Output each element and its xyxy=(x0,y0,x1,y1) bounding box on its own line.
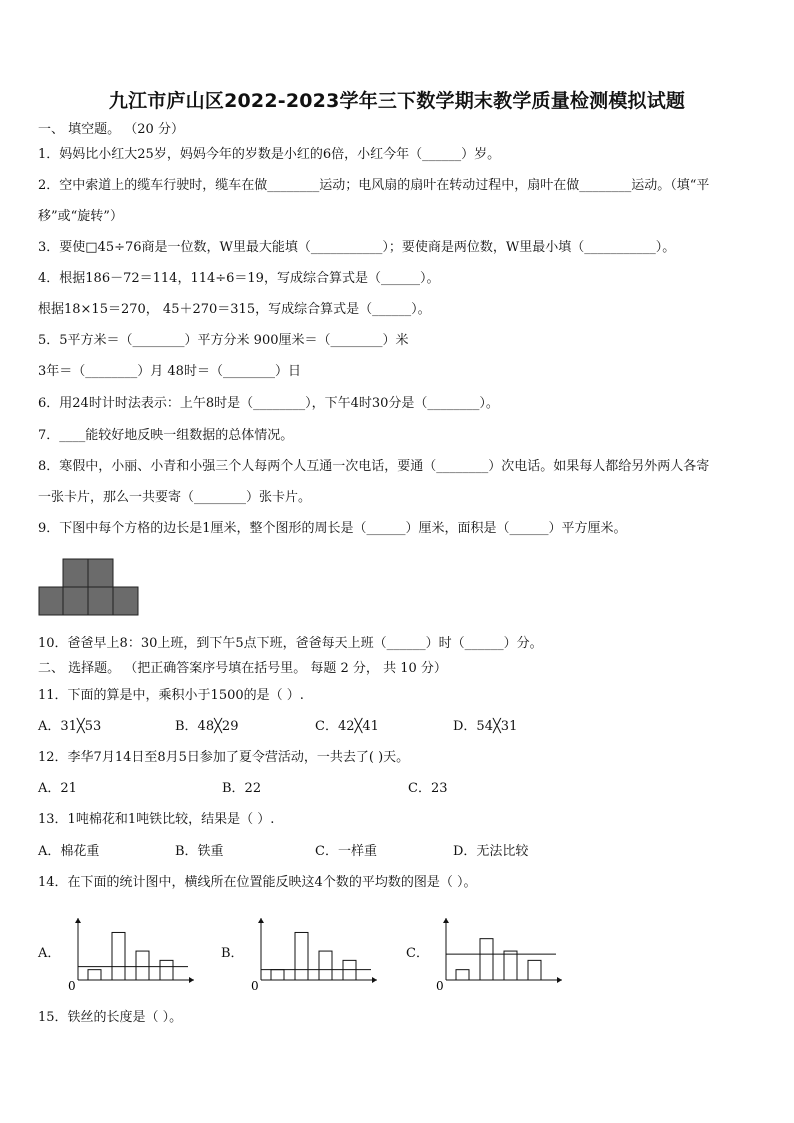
q12-option-b[interactable]: B．22 xyxy=(222,781,262,796)
chart-bar xyxy=(112,932,125,980)
section-heading-fill-in: 一、 填空题。 （20 分） xyxy=(38,122,184,137)
chart-bar xyxy=(504,951,517,980)
question-4-line-1: 4．根据186－72＝114，114÷6＝19，写成综合算式是（______）。 xyxy=(38,271,440,286)
origin-label: 0 xyxy=(436,979,444,992)
chart-b-svg xyxy=(249,912,379,992)
q14-option-b[interactable]: B． xyxy=(221,946,244,961)
chart-bar xyxy=(343,960,356,980)
question-13: 13．1吨棉花和1吨铁比较，结果是（ ）. xyxy=(38,812,275,827)
origin-label: 0 xyxy=(68,979,76,992)
grid-square xyxy=(88,587,113,615)
question-12: 12．李华7月14日至8月5日参加了夏令营活动，一共去了( )天。 xyxy=(38,750,410,765)
grid-square xyxy=(113,587,138,615)
chart-bar xyxy=(88,970,101,980)
chart-c xyxy=(434,912,564,992)
page-title: 九江市庐山区2022-2023学年三下数学期末教学质量检测模拟试题 xyxy=(108,90,686,112)
x-axis-arrow xyxy=(372,977,377,983)
question-1: 1．妈妈比小红大25岁，妈妈今年的岁数是小红的6倍，小红今年（______）岁。 xyxy=(38,147,501,162)
question-5-line-1: 5．5平方米＝（________）平方分米 900厘米＝（________）米 xyxy=(38,333,409,348)
q11-option-a[interactable]: A．31╳53 xyxy=(38,719,102,734)
question-4-line-2: 根据18×15＝270， 45＋270＝315，写成综合算式是（______）。 xyxy=(38,302,431,317)
q13-option-a[interactable]: A．棉花重 xyxy=(38,844,100,859)
grid-square xyxy=(39,587,63,615)
question-2-line-1: 2．空中索道上的缆车行驶时，缆车在做________运动；电风扇的扇叶在转动过程中，扇叶在做________运动。（填“平 xyxy=(38,178,710,193)
chart-b xyxy=(249,912,379,992)
q14-option-a[interactable]: A． xyxy=(38,946,61,961)
question-11: 11．下面的算是中，乘积小于1500的是（ ）. xyxy=(38,688,304,703)
grid-figure xyxy=(38,558,140,616)
x-axis-arrow xyxy=(189,977,194,983)
q13-option-d[interactable]: D．无法比较 xyxy=(453,844,529,859)
chart-bar xyxy=(528,960,541,980)
question-9: 9．下图中每个方格的边长是1厘米，整个图形的周长是（______）厘米，面积是（______）平方厘米。 xyxy=(38,521,627,536)
question-8-line-2: 一张卡片，那么一共要寄（________）张卡片。 xyxy=(38,490,312,505)
chart-a xyxy=(66,912,196,992)
q13-option-b[interactable]: B．铁重 xyxy=(175,844,224,859)
chart-bar xyxy=(480,939,493,980)
q12-option-c[interactable]: C．23 xyxy=(408,781,448,796)
y-axis-arrow xyxy=(75,918,81,923)
question-15: 15．铁丝的长度是（ ）。 xyxy=(38,1010,183,1025)
question-10: 10．爸爸早上8：30上班，到下午5点下班，爸爸每天上班（______）时（______）分。 xyxy=(38,636,543,651)
y-axis-arrow xyxy=(258,918,264,923)
chart-bar xyxy=(295,932,308,980)
question-2-line-2: 移”或“旋转”） xyxy=(38,209,123,224)
grid-square xyxy=(63,587,88,615)
q12-option-a[interactable]: A．21 xyxy=(38,781,77,796)
q11-option-b[interactable]: B．48╳29 xyxy=(175,719,239,734)
question-3: 3．要使□45÷76商是一位数，W里最大能填（___________）；要使商是两位数，W里最小填（___________）。 xyxy=(38,240,676,255)
q11-option-d[interactable]: D．54╳31 xyxy=(453,719,518,734)
chart-bar xyxy=(136,951,149,980)
section-heading-choice: 二、 选择题。 （把正确答案序号填在括号里。 每题 2 分， 共 10 分） xyxy=(38,661,447,676)
q13-option-c[interactable]: C．一样重 xyxy=(315,844,377,859)
grid-square xyxy=(63,559,88,587)
x-axis-arrow xyxy=(557,977,562,983)
chart-bar xyxy=(271,970,284,980)
chart-bar xyxy=(319,951,332,980)
chart-bar xyxy=(160,960,173,980)
question-14: 14．在下面的统计图中，横线所在位置能反映这4个数的平均数的图是（ ）。 xyxy=(38,875,477,890)
chart-bar xyxy=(456,970,469,980)
chart-a-svg xyxy=(66,912,196,992)
question-8-line-1: 8．寒假中，小丽、小青和小强三个人每两个人互通一次电话，要通（________）次电话。如果每人都给另外两人各寄 xyxy=(38,459,710,474)
question-7: 7．____能较好地反映一组数据的总体情况。 xyxy=(38,428,294,443)
question-6: 6．用24时计时法表示：上午8时是（________），下午4时30分是（________）。 xyxy=(38,396,499,411)
chart-c-svg xyxy=(434,912,564,992)
q11-option-c[interactable]: C．42╳41 xyxy=(315,719,379,734)
q14-option-c[interactable]: C． xyxy=(406,946,429,961)
grid-square xyxy=(88,559,113,587)
origin-label: 0 xyxy=(251,979,259,992)
question-5-line-2: 3年＝（________）月 48时＝（________）日 xyxy=(38,364,301,379)
y-axis-arrow xyxy=(443,918,449,923)
